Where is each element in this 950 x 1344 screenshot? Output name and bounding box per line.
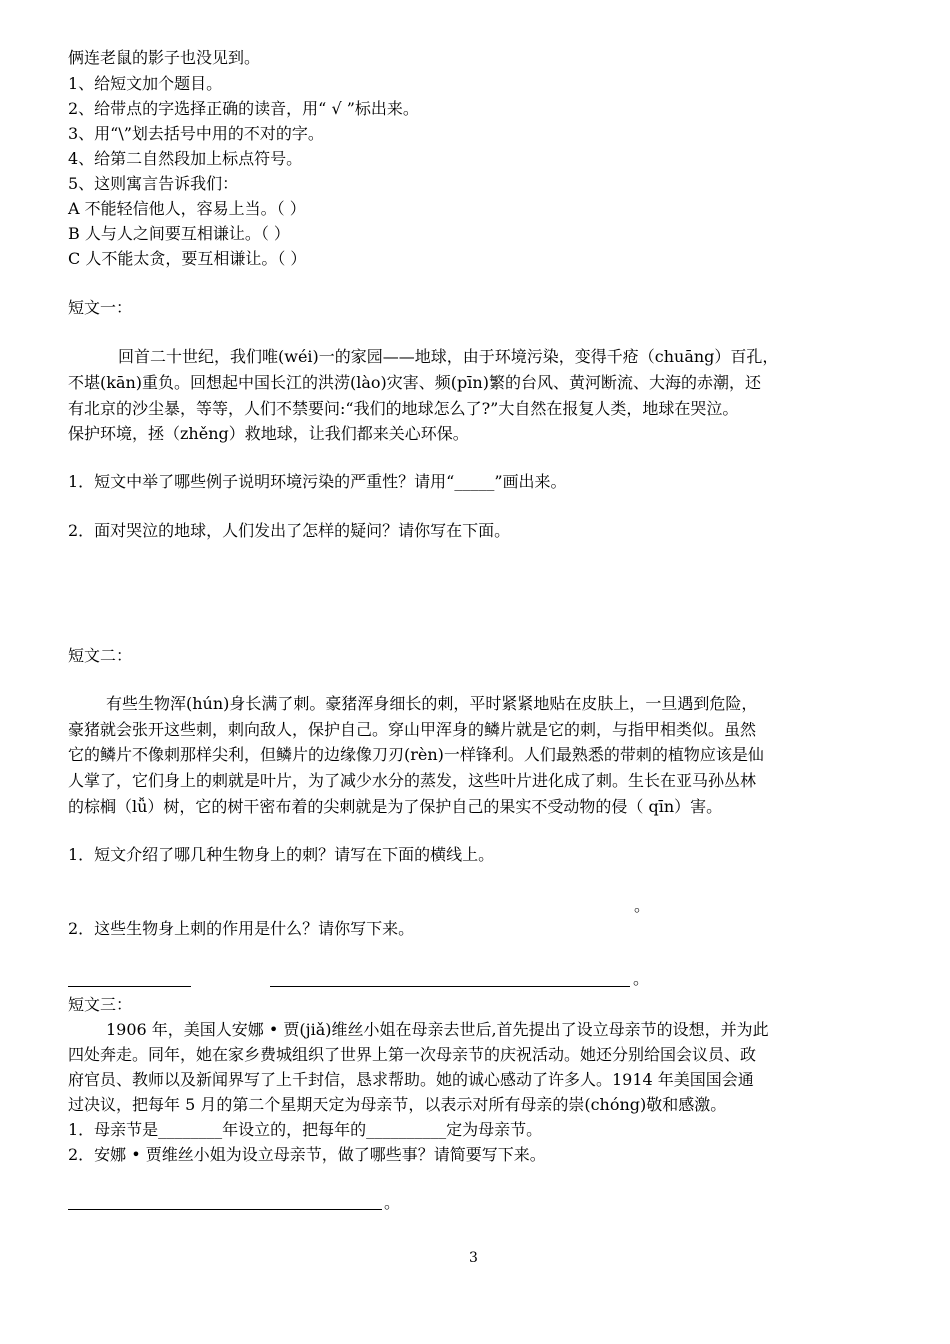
passage-3-line: 过决议，把每年 5 月的第二个星期天定为母亲节，以表示对所有母亲的崇(chóng)敬和感激。 — [68, 1095, 727, 1114]
passage-1-question-2: 2．面对哭泣的地球，人们发出了怎样的疑问？请你写在下面。 — [68, 521, 511, 540]
question-4: 4、给第二自然段加上标点符号。 — [68, 149, 303, 168]
passage-1-line: 不堪(kān)重负。回想起中国长江的洪涝(lào)灾害、频(pīn)繁的台风、黄河断流、大海的赤潮，还 — [68, 373, 761, 392]
passage-3-heading: 短文三： — [68, 995, 133, 1014]
passage-1-line: 有北京的沙尘暴，等等，人们不禁要问:“我们的地球怎么了?”大自然在报复人类，地球在哭泣。 — [68, 399, 739, 418]
option-a: A 不能轻信他人，容易上当。（ ） — [68, 199, 306, 218]
passage-1-line: 回首二十世纪，我们唯(wéi)一的家园——地球，由于环境污染，变得千疮（chuāng）百孔， — [118, 347, 779, 366]
option-c: C 人不能太贪，要互相谦让。（ ） — [68, 249, 307, 268]
passage-2-line: 人掌了，它们身上的刺就是叶片，为了减少水分的蒸发，这些叶片进化成了刺。生长在亚马孙丛林 — [68, 771, 757, 790]
passage-2-line: 有些生物浑(hún)身长满了刺。豪猪浑身细长的刺，平时紧紧地贴在皮肤上，一旦遇到危险， — [106, 694, 758, 713]
question-3: 3、用“\”划去括号中用的不对的字。 — [68, 124, 324, 143]
text-line: 俩连老鼠的影子也没见到。 — [68, 48, 261, 67]
answer-blank[interactable] — [68, 986, 191, 987]
question-2: 2、给带点的字选择正确的读音，用“ √ ”标出来。 — [68, 99, 419, 118]
passage-2-question-1: 1．短文介绍了哪几种生物身上的刺？请写在下面的横线上。 — [68, 845, 495, 864]
passage-1-line: 保护环境，拯（zhěng）救地球，让我们都来关心环保。 — [68, 424, 469, 443]
passage-3-question-1: 1．母亲节是________年设立的，把每年的__________定为母亲节。 — [68, 1120, 543, 1139]
passage-2-line: 它的鳞片不像刺那样尖利，但鳞片的边缘像刀刃(rèn)一样锋利。人们最熟悉的带刺的植物应该是仙 — [68, 745, 764, 764]
answer-period: 。 — [634, 896, 651, 915]
passage-2-question-2: 2．这些生物身上刺的作用是什么？请你写下来。 — [68, 919, 415, 938]
answer-period: 。 — [633, 969, 650, 988]
passage-1-question-1: 1．短文中举了哪些例子说明环境污染的严重性？请用“_____”画出来。 — [68, 472, 567, 491]
passage-2-heading: 短文二： — [68, 646, 133, 665]
question-1: 1、给短文加个题目。 — [68, 74, 223, 93]
option-b: B 人与人之间要互相谦让。（ ） — [68, 224, 290, 243]
passage-2-line: 的棕榈（lǚ）树，它的树干密布着的尖刺就是为了保护自己的果实不受动物的侵（ qīn）害。 — [68, 797, 723, 816]
page-number: 3 — [469, 1250, 478, 1266]
answer-blank[interactable] — [68, 1209, 382, 1210]
passage-1-heading: 短文一： — [68, 298, 133, 317]
question-5: 5、这则寓言告诉我们： — [68, 174, 239, 193]
passage-3-line: 四处奔走。同年，她在家乡费城组织了世界上第一次母亲节的庆祝活动。她还分别给国会议员、政 — [68, 1045, 757, 1064]
passage-3-line: 1906 年，美国人安娜 • 贾(jiǎ)维丝小姐在母亲去世后,首先提出了设立母亲节的设想，并为此 — [106, 1020, 769, 1039]
passage-3-line: 府官员、教师以及新闻界写了上千封信，恳求帮助。她的诚心感动了许多人。1914 年美国国会通 — [68, 1070, 754, 1089]
passage-2-line: 豪猪就会张开这些刺，刺向敌人，保护自己。穿山甲浑身的鳞片就是它的刺，与指甲相类似。虽然 — [68, 720, 757, 739]
answer-period: 。 — [384, 1193, 401, 1212]
answer-blank[interactable] — [270, 986, 630, 987]
passage-3-question-2: 2．安娜 • 贾维丝小姐为设立母亲节，做了哪些事？请简要写下来。 — [68, 1145, 546, 1164]
